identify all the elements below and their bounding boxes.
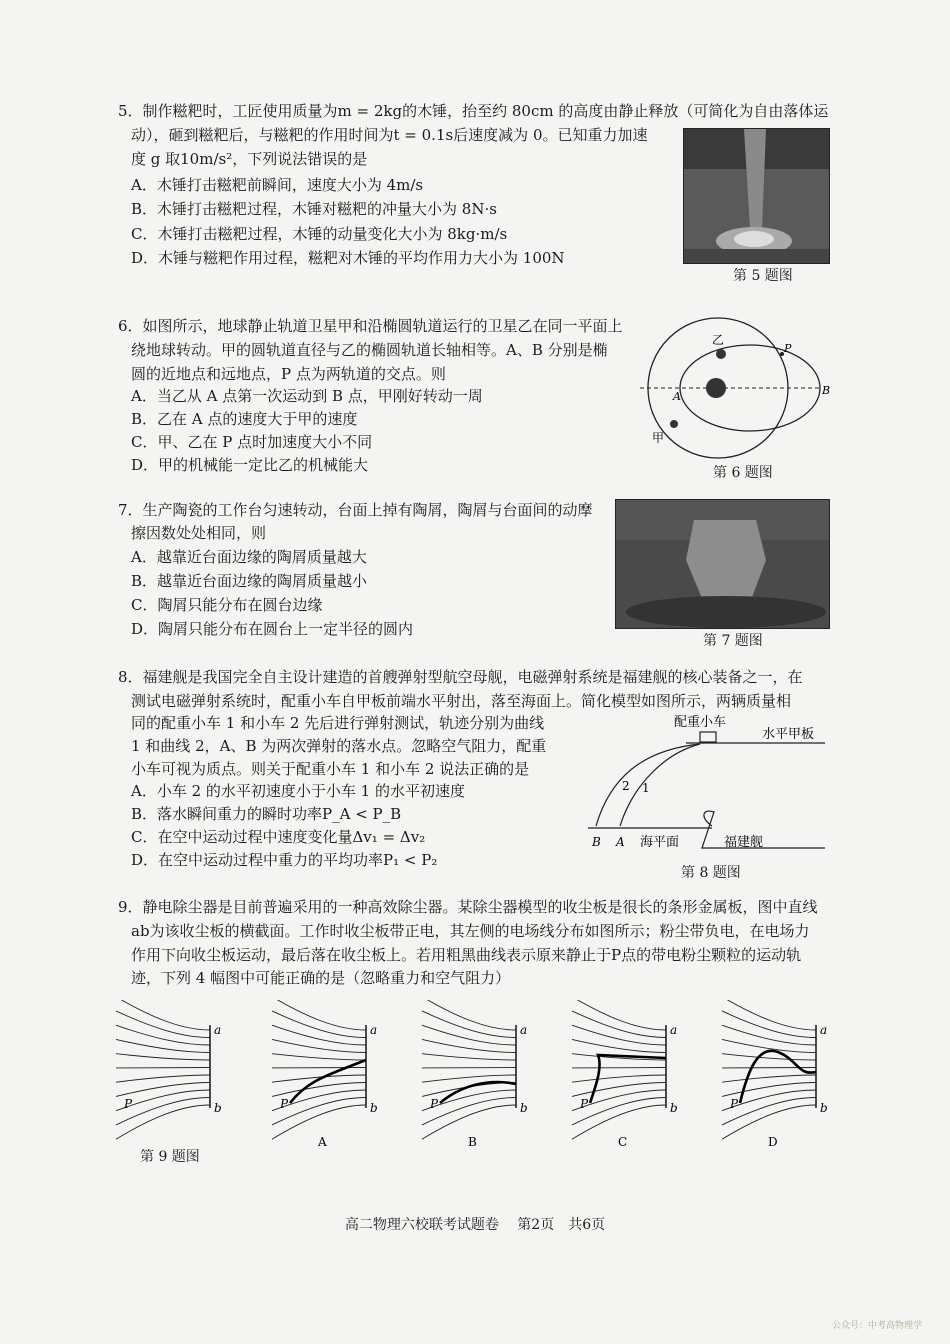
- panel-caption: B: [468, 1135, 477, 1149]
- car-icon: [700, 732, 716, 742]
- q7-line2: 擦因数处处相同，则: [131, 524, 267, 542]
- q8-line4: 1 和曲线 2，A、B 为两次弹射的落水点。忽略空气阻力，配重: [131, 737, 547, 755]
- watermark: 公众号：中考高物理学: [831, 1321, 922, 1331]
- plate-label-b: b: [820, 1101, 828, 1115]
- q8-label-a: A: [616, 835, 625, 849]
- page-footer: 高二物理六校联考试题卷 第2页 共6页: [344, 1217, 606, 1233]
- q8-line3: 同的配重小车 1 和小车 2 先后进行弹射测试，轨迹分别为曲线: [131, 714, 545, 732]
- q6-option-a: A．当乙从 A 点第一次运动到 B 点，甲刚好转动一周: [131, 387, 483, 405]
- q6-orbit-diagram: [640, 312, 840, 462]
- q6-label-yi: 乙: [712, 333, 725, 347]
- point-label-p: P: [730, 1097, 739, 1111]
- q5-option-b: B．木锤打击糍粑过程，木锤对糍粑的冲量大小为 8N·s: [131, 200, 497, 218]
- q8-label-deck: 水平甲板: [762, 727, 815, 742]
- q5-option-c: C．木锤打击糍粑过程，木锤的动量变化大小为 8kg·m/s: [131, 225, 508, 243]
- field-line: [572, 1083, 666, 1097]
- field-line: [116, 1025, 210, 1045]
- elliptic-orbit: [680, 345, 820, 431]
- field-line: [422, 1039, 516, 1052]
- q8-label-b: B: [592, 835, 601, 849]
- plate-label-b: b: [670, 1101, 678, 1115]
- q6-option-d: D．甲的机械能一定比乙的机械能大: [131, 456, 369, 474]
- q6-label-b: B: [822, 384, 831, 397]
- q5-line1: 5．制作糍粑时，工匠使用质量为m = 2kg的木锤，抬至约 80cm 的高度由静止释放（可简化为自由落体运: [118, 102, 829, 120]
- field-line: [116, 1011, 210, 1038]
- q6-figure-label: 第 6 题图: [713, 465, 773, 481]
- field-line: [272, 1039, 366, 1052]
- field-line: [422, 1054, 516, 1060]
- field-line: [116, 1075, 210, 1082]
- field-line: [572, 1039, 666, 1052]
- plate-label-a: a: [820, 1023, 828, 1037]
- q9-panel-c: [568, 1000, 680, 1150]
- plate-label-a: a: [214, 1023, 222, 1037]
- q7-option-c: C．陶屑只能分布在圆台边缘: [131, 596, 323, 614]
- field-line: [272, 1025, 366, 1045]
- field-line: [422, 1000, 516, 1030]
- q5-option-d: D．木锤与糍粑作用过程，糍粑对木锤的平均作用力大小为 100N: [131, 249, 565, 267]
- q5-option-a: A．木锤打击糍粑前瞬间，速度大小为 4m/s: [131, 176, 424, 194]
- q8-line5: 小车可视为质点。则关于配重小车 1 和小车 2 说法正确的是: [131, 760, 530, 778]
- q6-line1: 6．如图所示，地球静止轨道卫星甲和沿椭圆轨道运行的卫星乙在同一平面上: [118, 317, 623, 335]
- q5-photo: [683, 128, 830, 264]
- plate-label-a: a: [670, 1023, 678, 1037]
- panel-caption: C: [618, 1135, 628, 1149]
- ship-hull: [702, 811, 825, 848]
- q8-line1: 8．福建舰是我国完全自主设计建造的首艘弹射型航空母舰，电磁弹射系统是福建舰的核心装备之一，在: [118, 668, 803, 686]
- particle-trajectory: [290, 1060, 366, 1103]
- field-line: [272, 1011, 366, 1038]
- q9-panel-reference: [112, 1000, 224, 1150]
- field-line: [422, 1083, 516, 1097]
- q8-option-c: C．在空中运动过程中速度变化量Δv₁ = Δv₂: [131, 828, 426, 846]
- q8-option-b: B．落水瞬间重力的瞬时功率P_A < P_B: [131, 805, 402, 823]
- field-line: [572, 1075, 666, 1082]
- earth-icon: [706, 378, 726, 398]
- q7-option-a: A．越靠近台面边缘的陶屑质量越大: [131, 548, 367, 566]
- curve-1: [620, 744, 700, 826]
- q8-label-curve2: 2: [622, 779, 630, 793]
- field-line: [722, 1025, 816, 1045]
- q6-line3: 圆的近地点和远地点，P 点为两轨道的交点。则: [131, 365, 446, 383]
- q7-figure-label: 第 7 题图: [703, 633, 763, 649]
- q9-line2: ab为该收尘板的横截面。工作时收尘板带正电，其左侧的电场线分布如图所示；粉尘带负电，在电场力: [131, 922, 810, 940]
- field-line: [422, 1025, 516, 1045]
- particle-trajectory: [440, 1082, 516, 1103]
- q8-label-ship: 福建舰: [724, 835, 764, 850]
- plate-label-b: b: [520, 1101, 528, 1115]
- q8-line2: 测试电磁弹射系统时，配重小车自甲板前端水平射出，落至海面上。简化模型如图所示，两辆质量相: [131, 692, 792, 710]
- q8-figure-label: 第 8 题图: [681, 865, 741, 881]
- point-label-p: P: [280, 1097, 289, 1111]
- field-line: [722, 1011, 816, 1038]
- q6-line2: 绕地球转动。甲的圆轨道直径与乙的椭圆轨道长轴相等。A、B 分别是椭: [131, 341, 608, 359]
- field-line: [572, 1011, 666, 1038]
- field-line: [422, 1011, 516, 1038]
- plate-label-a: a: [370, 1023, 378, 1037]
- point-label-p: P: [430, 1097, 439, 1111]
- panel-caption: A: [318, 1135, 327, 1149]
- field-line: [116, 1039, 210, 1052]
- field-line: [116, 1000, 210, 1030]
- point-label-p: P: [580, 1097, 589, 1111]
- q8-option-d: D．在空中运动过程中重力的平均功率P₁ < P₂: [131, 851, 438, 869]
- field-line: [722, 1000, 816, 1030]
- q8-carrier-diagram: [582, 708, 830, 860]
- field-line: [722, 1083, 816, 1097]
- q6-label-a: A: [673, 390, 681, 403]
- field-line: [116, 1083, 210, 1097]
- q8-label-car: 配重小车: [674, 715, 727, 730]
- q7-line1: 7．生产陶瓷的工作台匀速转动，台面上掉有陶屑，陶屑与台面间的动摩: [118, 501, 593, 519]
- q9-panel-d: [718, 1000, 830, 1150]
- q8-option-a: A．小车 2 的水平初速度小于小车 1 的水平初速度: [131, 782, 465, 800]
- panel-caption: D: [768, 1135, 778, 1149]
- q5-line3: 度 g 取10m/s²，下列说法错误的是: [131, 150, 368, 168]
- q6-label-jia: 甲: [652, 431, 665, 445]
- field-line: [722, 1054, 816, 1060]
- plate-label-b: b: [214, 1101, 222, 1115]
- field-line: [272, 1054, 366, 1060]
- field-line: [116, 1054, 210, 1060]
- field-line: [272, 1000, 366, 1030]
- field-line: [572, 1000, 666, 1030]
- q8-label-curve1: 1: [642, 781, 650, 795]
- q8-label-sea: 海平面: [640, 835, 680, 850]
- field-line: [272, 1083, 366, 1097]
- satellite-yi-icon: [716, 349, 726, 359]
- satellite-jia-icon: [670, 420, 678, 428]
- field-line: [722, 1075, 816, 1082]
- q7-photo: [615, 499, 830, 629]
- point-label-p: P: [124, 1097, 133, 1111]
- q5-line2: 动），砸到糍粑后，与糍粑的作用时间为t = 0.1s后速度减为 0。已知重力加速: [131, 126, 648, 144]
- plate-label-b: b: [370, 1101, 378, 1115]
- q9-line1: 9．静电除尘器是目前普遍采用的一种高效除尘器。某除尘器模型的收尘板是很长的条形金属板，图中直线: [118, 898, 818, 916]
- q6-option-c: C．甲、乙在 P 点时加速度大小不同: [131, 433, 373, 451]
- plate-label-a: a: [520, 1023, 528, 1037]
- q9-panel-b: [418, 1000, 530, 1150]
- q9-line3: 作用下向收尘板运动，最后落在收尘板上。若用粗黑曲线表示原来静止于P点的带电粉尘颗粒的运动轨: [131, 946, 802, 964]
- q7-option-d: D．陶屑只能分布在圆台上一定半径的圆内: [131, 620, 414, 638]
- q9-line4: 迹，下列 4 幅图中可能正确的是（忽略重力和空气阻力）: [131, 969, 511, 987]
- q5-figure-label: 第 5 题图: [733, 268, 793, 284]
- q6-option-b: B．乙在 A 点的速度大于甲的速度: [131, 410, 358, 428]
- q7-option-b: B．越靠近台面边缘的陶屑质量越小: [131, 572, 368, 590]
- q9-figure-label: 第 9 题图: [140, 1149, 200, 1165]
- q9-panel-a: [268, 1000, 380, 1150]
- field-line: [572, 1025, 666, 1045]
- q6-label-p: P: [784, 342, 792, 355]
